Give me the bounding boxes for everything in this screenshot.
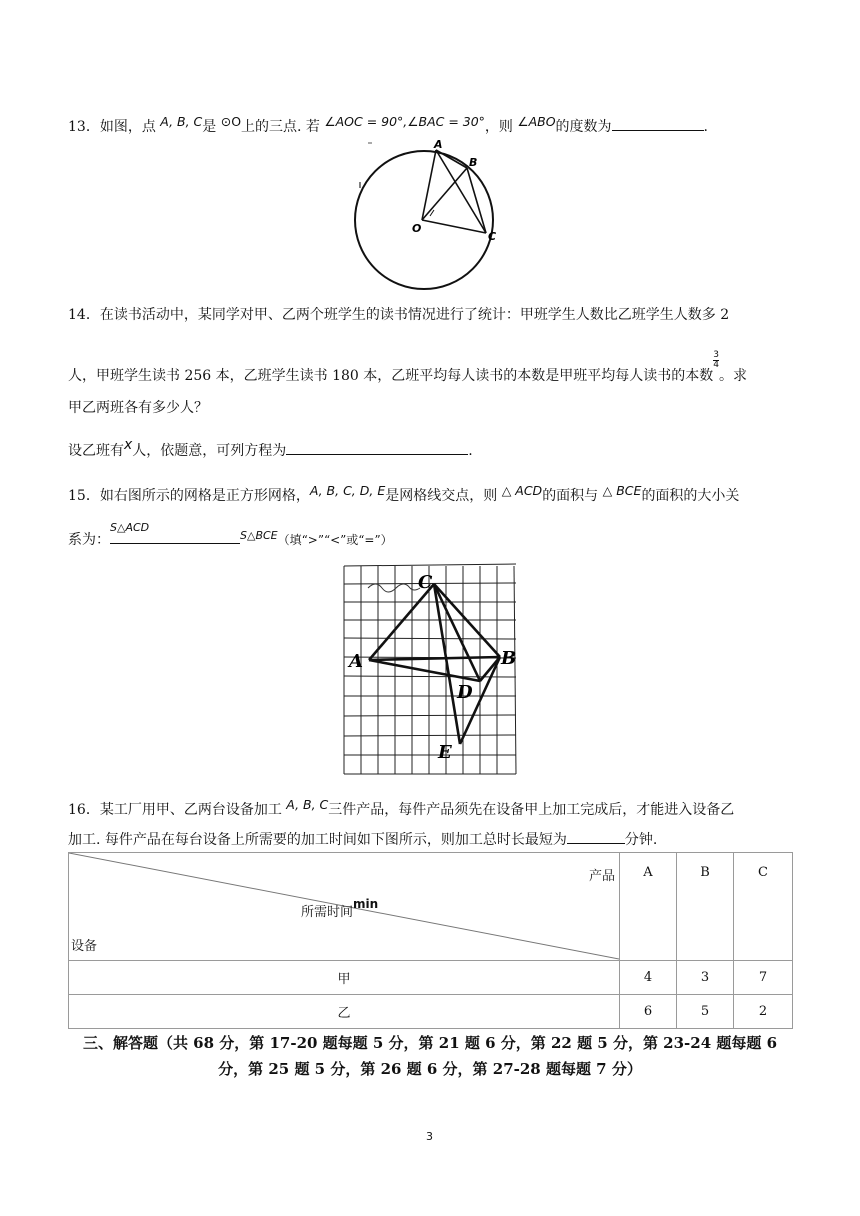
q13-on-three: 上的三点. 若	[241, 119, 320, 135]
corner-time	[301, 897, 379, 920]
q16-items: A, B, C	[286, 797, 329, 812]
q16-line1-b: 三件产品，每件产品须先在设备甲上加工完成后，才能进入设备乙	[328, 802, 735, 818]
q13-ze: ，则	[484, 119, 513, 135]
q14-frac-num: 3	[713, 350, 719, 360]
cell-value: 6	[620, 995, 677, 1029]
q13-number: 13．如图，点	[68, 119, 156, 135]
q13-comma: ,	[403, 114, 408, 129]
cell-value: 2	[734, 995, 793, 1029]
q16-line2-a: 加工. 每件产品在每台设备上所需要的加工时间如下图所示，则加工总时长最短为	[68, 832, 567, 848]
q15-label-e: E	[438, 742, 452, 763]
q13-angle3: ∠ABO	[517, 114, 556, 129]
q13-circle: ⊙O	[220, 114, 242, 129]
q15-line1-a: 15．如右图所示的网格是正方形网格，	[68, 488, 310, 504]
page-number: 3	[426, 1130, 433, 1143]
cell-value: 4	[620, 961, 677, 995]
q16-line1	[68, 799, 734, 819]
corner-time-text: 所需时间	[301, 905, 354, 920]
q15-s1: S△ACD	[110, 521, 150, 534]
q15-line2-a: 系为：	[68, 532, 110, 548]
q14-line3: 甲乙两班各有多少人？	[68, 400, 208, 416]
q16-line2	[68, 829, 657, 849]
q15-answer-blank[interactable]	[110, 521, 240, 544]
q14-var: x	[124, 437, 133, 453]
q14-line4	[68, 437, 473, 460]
q13-circle-figure	[350, 138, 510, 296]
q15-hint: （填“>”“<”或“=”）	[277, 533, 393, 547]
q13-answer-blank[interactable]	[612, 116, 704, 131]
corner-product: 产品	[588, 869, 615, 884]
q14-line2-a: 人，甲班学生读书 256 本，乙班学生读书 180 本，乙班平均每人读书的本数是甲班平均每人读书的本数	[68, 368, 714, 384]
col-header-c: C	[734, 853, 793, 961]
q13-label-a: A	[434, 138, 443, 151]
q13-line	[68, 116, 708, 136]
q16-line2-b: 分钟.	[624, 832, 658, 848]
q15-label-c: C	[418, 572, 433, 593]
q15-tri2: △ BCE	[602, 483, 642, 498]
section3-heading-line2: 分，第 25 题 5 分，第 26 题 6 分，第 27-28 题每题 7 分）	[218, 1060, 642, 1078]
q13-points: A, B, C	[160, 114, 203, 129]
cell-value: 7	[734, 961, 793, 995]
q15-label-a: A	[349, 651, 363, 672]
q15-s2: S△BCE	[240, 529, 278, 542]
col-header-a: A	[620, 853, 677, 961]
q15-label-d: D	[457, 682, 473, 703]
q13-angle1: ∠AOC = 90°	[324, 114, 404, 129]
section3-heading-line1: 三、解答题（共 68 分，第 17-20 题每题 5 分，第 21 题 6 分，第 22 题 5 分，第 23-24 题每题 6	[82, 1034, 778, 1052]
q16-time-table	[68, 852, 793, 1029]
q14-line2-b: 。求	[718, 368, 747, 384]
q15-label-b: B	[501, 648, 517, 669]
q15-line1-c: 的面积与	[542, 488, 599, 504]
q13-label-c: C	[488, 230, 497, 243]
q15-points: A, B, C, D, E	[309, 483, 386, 498]
q15-grid-figure	[338, 556, 524, 780]
q16-answer-blank[interactable]	[567, 829, 625, 844]
col-header-b: B	[677, 853, 734, 961]
q15-line1-d: 的面积的大小关	[641, 488, 740, 504]
q15-tri1: △ ACD	[501, 483, 543, 498]
q13-label-o: O	[412, 222, 422, 235]
table-corner-cell	[69, 853, 620, 961]
cell-value: 5	[677, 995, 734, 1029]
table-row	[69, 961, 793, 995]
q14-frac-den: 4	[713, 360, 719, 370]
q13-label-b: B	[469, 156, 478, 169]
q14-fraction	[713, 351, 719, 370]
row-device: 甲	[69, 961, 620, 995]
q14-end: .	[468, 443, 473, 459]
q13-shi: 是	[202, 119, 217, 135]
q13-end: .	[703, 119, 708, 135]
q15-line1-b: 是网格线交点，则	[385, 488, 498, 504]
row-device: 乙	[69, 995, 620, 1029]
q14-line4-b: 人，依题意，可列方程为	[132, 443, 287, 459]
q14-line1: 14．在读书活动中，某同学对甲、乙两个班学生的读书情况进行了统计：甲班学生人数比乙班学生人数多 2	[68, 307, 730, 323]
cell-value: 3	[677, 961, 734, 995]
table-row	[69, 995, 793, 1029]
q13-tail: 的度数为	[555, 119, 612, 135]
q14-answer-blank[interactable]	[286, 440, 468, 455]
corner-time-unit: min	[353, 897, 379, 911]
q14-line2	[68, 350, 747, 385]
q16-line1-a: 16．某工厂用甲、乙两台设备加工	[68, 802, 282, 818]
q15-line2	[68, 521, 393, 549]
corner-device: 设备	[71, 939, 98, 954]
q15-line1	[68, 485, 739, 505]
q13-angle2: ∠BAC = 30°	[407, 114, 485, 129]
q14-line4-a: 设乙班有	[68, 443, 124, 459]
